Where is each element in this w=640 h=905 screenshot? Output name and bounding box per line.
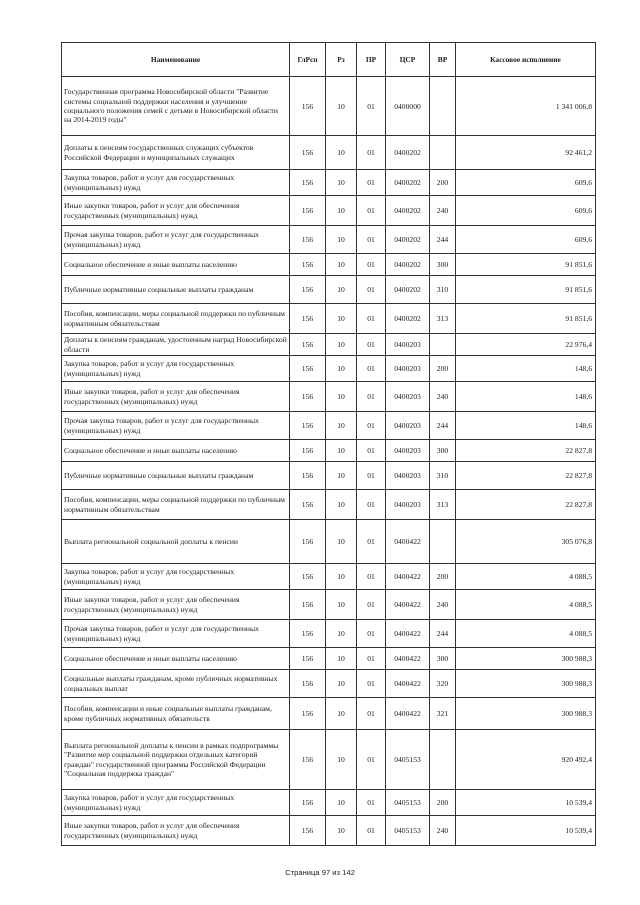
table-row xyxy=(62,382,596,412)
row-csr: 0400202 xyxy=(386,136,430,170)
row-rz: 10 xyxy=(326,196,357,226)
row-glrsp: 156 xyxy=(290,382,326,412)
table-row xyxy=(62,620,596,648)
row-glrsp: 156 xyxy=(290,276,326,304)
row-amount: 4 088,5 xyxy=(456,590,596,620)
row-pr: 01 xyxy=(357,440,386,462)
row-glrsp: 156 xyxy=(290,564,326,590)
row-vr: 244 xyxy=(430,620,456,648)
table-row xyxy=(62,356,596,382)
row-csr: 0400203 xyxy=(386,412,430,440)
row-csr: 0400202 xyxy=(386,196,430,226)
row-amount: 92 461,2 xyxy=(456,136,596,170)
table-row xyxy=(62,440,596,462)
row-rz: 10 xyxy=(326,620,357,648)
row-name: Социальное обеспечение и иные выплаты населению xyxy=(62,648,290,670)
table-row xyxy=(62,334,596,356)
row-csr: 0400202 xyxy=(386,276,430,304)
row-vr: 200 xyxy=(430,170,456,196)
header-amount: Кассовое исполнение xyxy=(456,43,596,77)
row-pr: 01 xyxy=(357,670,386,698)
row-name: Иные закупки товаров, работ и услуг для обеспечения государственных (муниципальных) нужд xyxy=(62,196,290,226)
row-pr: 01 xyxy=(357,564,386,590)
row-name: Прочая закупка товаров, работ и услуг для государственных (муниципальных) нужд xyxy=(62,226,290,254)
row-csr: 0400203 xyxy=(386,334,430,356)
header-rz: Рз xyxy=(326,43,357,77)
row-amount: 148,6 xyxy=(456,356,596,382)
row-csr: 0400422 xyxy=(386,620,430,648)
page-number: Страница 97 из 142 xyxy=(285,868,355,877)
row-amount: 920 492,4 xyxy=(456,730,596,790)
row-csr: 0400203 xyxy=(386,382,430,412)
row-amount: 10 539,4 xyxy=(456,790,596,816)
table-row xyxy=(62,670,596,698)
row-name: Иные закупки товаров, работ и услуг для обеспечения государственных (муниципальных) нужд xyxy=(62,382,290,412)
row-vr: 300 xyxy=(430,254,456,276)
row-vr: 200 xyxy=(430,356,456,382)
row-name: Пособия, компенсации и иные социальные выплаты гражданам, кроме публичных нормативных обязательств xyxy=(62,698,290,730)
row-glrsp: 156 xyxy=(290,462,326,490)
row-name: Прочая закупка товаров, работ и услуг для государственных (муниципальных) нужд xyxy=(62,412,290,440)
row-rz: 10 xyxy=(326,77,357,136)
table-row xyxy=(62,196,596,226)
row-amount: 300 988,3 xyxy=(456,670,596,698)
row-rz: 10 xyxy=(326,382,357,412)
row-name: Закупка товаров, работ и услуг для государственных (муниципальных) нужд xyxy=(62,790,290,816)
table-row xyxy=(62,136,596,170)
table-row xyxy=(62,648,596,670)
row-vr: 240 xyxy=(430,196,456,226)
row-pr: 01 xyxy=(357,196,386,226)
row-amount: 609,6 xyxy=(456,170,596,196)
row-glrsp: 156 xyxy=(290,520,326,564)
row-pr: 01 xyxy=(357,620,386,648)
row-name: Выплата региональной доплаты к пенсии в рамках подпрограммы "Развитие мер социальной поддержки отдельных категорий граждан" государственной программы Российской Федерации "Социальная поддержка граждан" xyxy=(62,730,290,790)
row-rz: 10 xyxy=(326,790,357,816)
row-csr: 0400203 xyxy=(386,462,430,490)
table-row xyxy=(62,170,596,196)
table-row xyxy=(62,816,596,846)
row-csr: 0400000 xyxy=(386,77,430,136)
header-csr: ЦСР xyxy=(386,43,430,77)
row-name: Выплата региональной социальной доплаты к пенсии xyxy=(62,520,290,564)
row-name: Закупка товаров, работ и услуг для государственных (муниципальных) нужд xyxy=(62,170,290,196)
row-pr: 01 xyxy=(357,790,386,816)
row-name: Иные закупки товаров, работ и услуг для обеспечения государственных (муниципальных) нужд xyxy=(62,816,290,846)
row-amount: 91 851,6 xyxy=(456,254,596,276)
row-rz: 10 xyxy=(326,520,357,564)
row-vr xyxy=(430,77,456,136)
row-name: Прочая закупка товаров, работ и услуг для государственных (муниципальных) нужд xyxy=(62,620,290,648)
row-glrsp: 156 xyxy=(290,356,326,382)
row-glrsp: 156 xyxy=(290,790,326,816)
row-rz: 10 xyxy=(326,440,357,462)
row-rz: 10 xyxy=(326,356,357,382)
row-csr: 0405153 xyxy=(386,790,430,816)
row-vr: 200 xyxy=(430,564,456,590)
row-csr: 0400202 xyxy=(386,170,430,196)
row-vr xyxy=(430,520,456,564)
row-glrsp: 156 xyxy=(290,620,326,648)
row-pr: 01 xyxy=(357,698,386,730)
row-csr: 0400422 xyxy=(386,520,430,564)
row-pr: 01 xyxy=(357,816,386,846)
row-rz: 10 xyxy=(326,730,357,790)
row-pr: 01 xyxy=(357,648,386,670)
budget-table xyxy=(61,42,596,846)
row-rz: 10 xyxy=(326,304,357,334)
row-rz: 10 xyxy=(326,170,357,196)
row-pr: 01 xyxy=(357,462,386,490)
row-rz: 10 xyxy=(326,590,357,620)
row-name: Пособия, компенсации, меры социальной поддержки по публичным нормативным обязательствам xyxy=(62,304,290,334)
row-name: Публичные нормативные социальные выплаты гражданам xyxy=(62,462,290,490)
table-row xyxy=(62,254,596,276)
row-glrsp: 156 xyxy=(290,816,326,846)
row-vr: 310 xyxy=(430,462,456,490)
table-row xyxy=(62,412,596,440)
row-amount: 1 341 006,8 xyxy=(456,77,596,136)
row-rz: 10 xyxy=(326,670,357,698)
row-vr: 244 xyxy=(430,412,456,440)
row-glrsp: 156 xyxy=(290,77,326,136)
row-amount: 22 976,4 xyxy=(456,334,596,356)
row-vr xyxy=(430,334,456,356)
row-amount: 22 827,8 xyxy=(456,462,596,490)
header-pr: ПР xyxy=(357,43,386,77)
row-csr: 0400202 xyxy=(386,254,430,276)
row-pr: 01 xyxy=(357,136,386,170)
row-amount: 10 539,4 xyxy=(456,816,596,846)
row-vr: 200 xyxy=(430,790,456,816)
row-name: Социальные выплаты гражданам, кроме публичных нормативных социальных выплат xyxy=(62,670,290,698)
row-name: Иные закупки товаров, работ и услуг для обеспечения государственных (муниципальных) нужд xyxy=(62,590,290,620)
row-glrsp: 156 xyxy=(290,648,326,670)
row-csr: 0400202 xyxy=(386,226,430,254)
table-row xyxy=(62,462,596,490)
row-rz: 10 xyxy=(326,334,357,356)
row-pr: 01 xyxy=(357,730,386,790)
row-vr: 300 xyxy=(430,440,456,462)
row-rz: 10 xyxy=(326,254,357,276)
row-rz: 10 xyxy=(326,412,357,440)
row-amount: 22 827,8 xyxy=(456,440,596,462)
table-row xyxy=(62,490,596,520)
row-glrsp: 156 xyxy=(290,170,326,196)
table-row xyxy=(62,590,596,620)
table-row xyxy=(62,276,596,304)
row-name: Закупка товаров, работ и услуг для государственных (муниципальных) нужд xyxy=(62,356,290,382)
row-vr: 240 xyxy=(430,590,456,620)
table-row xyxy=(62,790,596,816)
row-csr: 0405153 xyxy=(386,816,430,846)
row-glrsp: 156 xyxy=(290,136,326,170)
table-row xyxy=(62,304,596,334)
row-name: Закупка товаров, работ и услуг для государственных (муниципальных) нужд xyxy=(62,564,290,590)
row-vr: 240 xyxy=(430,382,456,412)
row-rz: 10 xyxy=(326,462,357,490)
row-glrsp: 156 xyxy=(290,304,326,334)
row-csr: 0405153 xyxy=(386,730,430,790)
row-vr: 320 xyxy=(430,670,456,698)
row-amount: 148,6 xyxy=(456,382,596,412)
row-glrsp: 156 xyxy=(290,254,326,276)
row-pr: 01 xyxy=(357,170,386,196)
header-vr: ВР xyxy=(430,43,456,77)
row-amount: 300 988,3 xyxy=(456,648,596,670)
row-amount: 91 851,6 xyxy=(456,276,596,304)
row-csr: 0400422 xyxy=(386,590,430,620)
row-vr: 244 xyxy=(430,226,456,254)
row-vr xyxy=(430,730,456,790)
row-amount: 4 088,5 xyxy=(456,564,596,590)
row-rz: 10 xyxy=(326,276,357,304)
row-vr: 300 xyxy=(430,648,456,670)
row-amount: 22 827,8 xyxy=(456,490,596,520)
row-pr: 01 xyxy=(357,304,386,334)
row-csr: 0400203 xyxy=(386,356,430,382)
row-glrsp: 156 xyxy=(290,334,326,356)
row-csr: 0400422 xyxy=(386,564,430,590)
row-rz: 10 xyxy=(326,816,357,846)
row-amount: 300 988,3 xyxy=(456,698,596,730)
row-amount: 4 088,5 xyxy=(456,620,596,648)
row-name: Доплаты к пенсиям государственных служащих субъектов Российской Федерации и муниципальных служащих xyxy=(62,136,290,170)
row-name: Доплаты к пенсиям гражданам, удостоенным наград Новосибирской области xyxy=(62,334,290,356)
row-glrsp: 156 xyxy=(290,490,326,520)
row-pr: 01 xyxy=(357,334,386,356)
row-pr: 01 xyxy=(357,276,386,304)
row-glrsp: 156 xyxy=(290,412,326,440)
row-pr: 01 xyxy=(357,356,386,382)
row-rz: 10 xyxy=(326,490,357,520)
row-pr: 01 xyxy=(357,490,386,520)
row-glrsp: 156 xyxy=(290,698,326,730)
row-vr: 310 xyxy=(430,276,456,304)
row-amount: 305 076,8 xyxy=(456,520,596,564)
row-glrsp: 156 xyxy=(290,196,326,226)
row-name: Пособия, компенсации, меры социальной поддержки по публичным нормативным обязательствам xyxy=(62,490,290,520)
row-vr: 321 xyxy=(430,698,456,730)
row-glrsp: 156 xyxy=(290,590,326,620)
row-vr xyxy=(430,136,456,170)
row-vr: 313 xyxy=(430,304,456,334)
row-csr: 0400422 xyxy=(386,648,430,670)
row-name: Социальное обеспечение и иные выплаты населению xyxy=(62,440,290,462)
row-glrsp: 156 xyxy=(290,440,326,462)
row-csr: 0400203 xyxy=(386,440,430,462)
row-rz: 10 xyxy=(326,226,357,254)
row-csr: 0400202 xyxy=(386,304,430,334)
row-pr: 01 xyxy=(357,382,386,412)
row-pr: 01 xyxy=(357,590,386,620)
row-name: Публичные нормативные социальные выплаты гражданам xyxy=(62,276,290,304)
row-name: Государственная программа Новосибирской области "Развитие системы социальной поддержки населения и улучшение социального положения семей с детьми в Новосибирской области на 2014-2019 годы" xyxy=(62,77,290,136)
header-glrsp: ГлРсп xyxy=(290,43,326,77)
header-name: Наименование xyxy=(62,43,290,77)
row-amount: 148,6 xyxy=(456,412,596,440)
row-name: Социальное обеспечение и иные выплаты населению xyxy=(62,254,290,276)
table-header-row xyxy=(62,43,596,77)
row-pr: 01 xyxy=(357,412,386,440)
row-glrsp: 156 xyxy=(290,670,326,698)
row-rz: 10 xyxy=(326,136,357,170)
row-glrsp: 156 xyxy=(290,730,326,790)
table-row xyxy=(62,698,596,730)
table-row xyxy=(62,564,596,590)
row-vr: 313 xyxy=(430,490,456,520)
row-pr: 01 xyxy=(357,77,386,136)
row-amount: 609,6 xyxy=(456,196,596,226)
row-csr: 0400422 xyxy=(386,698,430,730)
row-amount: 91 851,6 xyxy=(456,304,596,334)
row-glrsp: 156 xyxy=(290,226,326,254)
row-rz: 10 xyxy=(326,648,357,670)
row-pr: 01 xyxy=(357,520,386,564)
row-csr: 0400203 xyxy=(386,490,430,520)
row-pr: 01 xyxy=(357,254,386,276)
table-row xyxy=(62,730,596,790)
row-pr: 01 xyxy=(357,226,386,254)
row-csr: 0400422 xyxy=(386,670,430,698)
table-row xyxy=(62,520,596,564)
table-row xyxy=(62,77,596,136)
row-vr: 240 xyxy=(430,816,456,846)
row-rz: 10 xyxy=(326,698,357,730)
row-rz: 10 xyxy=(326,564,357,590)
row-amount: 609,6 xyxy=(456,226,596,254)
table-row xyxy=(62,226,596,254)
